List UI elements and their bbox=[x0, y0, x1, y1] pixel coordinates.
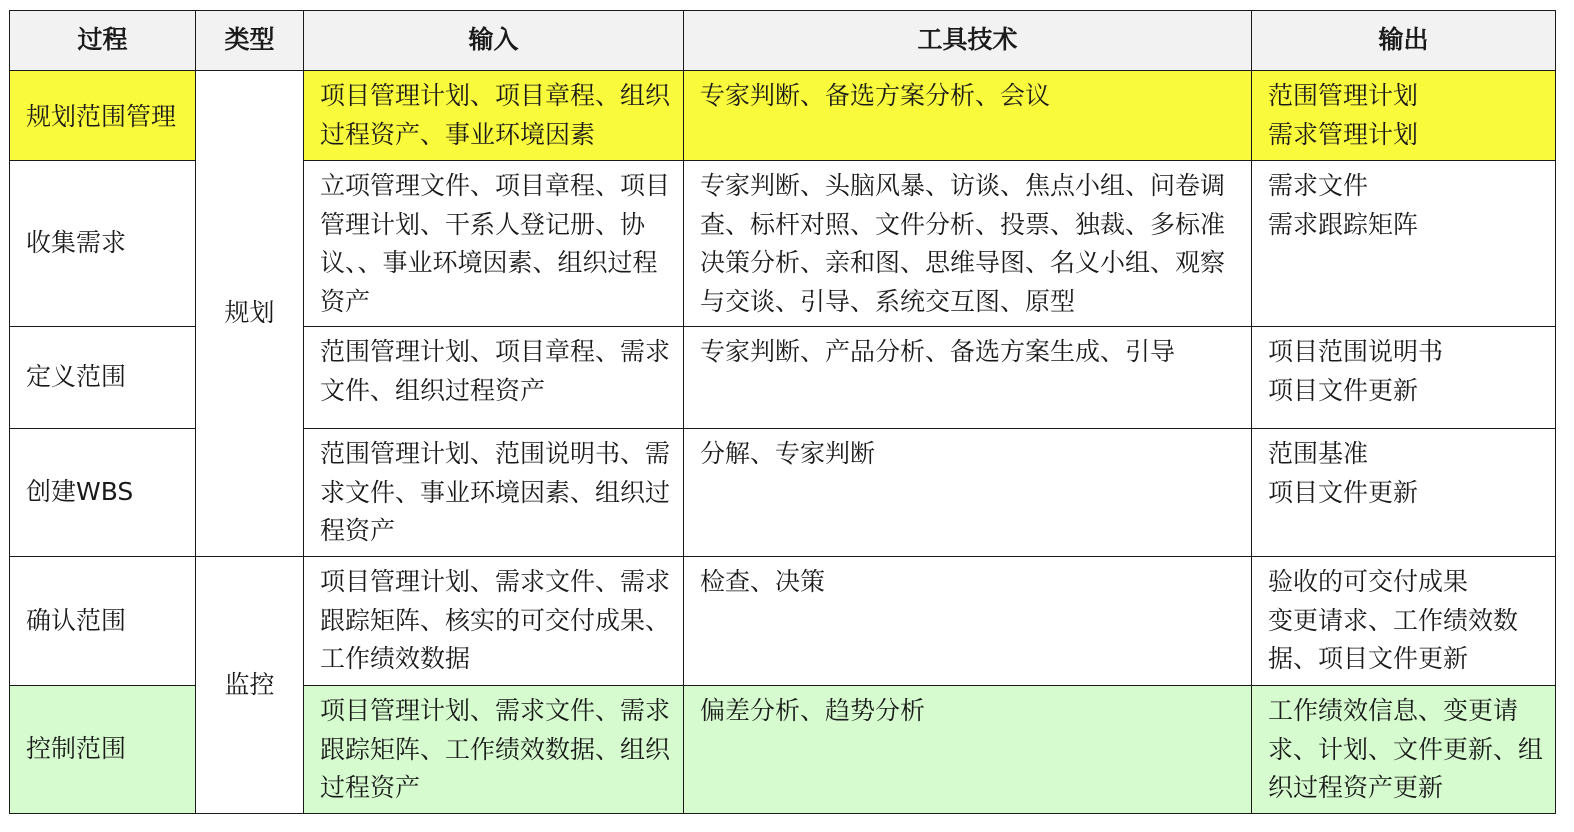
process-cell: 收集需求 bbox=[10, 161, 196, 327]
header-type: 类型 bbox=[196, 11, 304, 71]
type-cell-monitoring: 监控 bbox=[196, 557, 304, 814]
output-item: 范围管理计划 bbox=[1268, 81, 1419, 110]
output-cell bbox=[1252, 161, 1556, 327]
output-item: 需求文件 bbox=[1268, 171, 1369, 200]
output-item: 工作绩效信息、变更请求、计划、文件更新、组织过程资产更新 bbox=[1268, 696, 1544, 802]
output-item: 项目范围说明书 bbox=[1268, 337, 1444, 366]
scope-management-table bbox=[9, 10, 1556, 814]
output-cell bbox=[1252, 71, 1556, 161]
output-item: 范围基准 bbox=[1268, 439, 1369, 468]
tools-cell: 分解、专家判断 bbox=[684, 429, 1252, 557]
process-cell: 规划范围管理 bbox=[10, 71, 196, 161]
process-cell: 定义范围 bbox=[10, 327, 196, 429]
tools-cell: 专家判断、备选方案分析、会议 bbox=[684, 71, 1252, 161]
table-row bbox=[10, 557, 1556, 686]
header-process: 过程 bbox=[10, 11, 196, 71]
input-cell: 范围管理计划、项目章程、需求文件、组织过程资产 bbox=[304, 327, 684, 429]
input-cell: 范围管理计划、范围说明书、需求文件、事业环境因素、组织过程资产 bbox=[304, 429, 684, 557]
type-cell-planning: 规划 bbox=[196, 71, 304, 557]
output-item: 需求管理计划 bbox=[1268, 119, 1419, 149]
output-item: 项目文件更新 bbox=[1268, 375, 1419, 405]
output-item: 需求跟踪矩阵 bbox=[1268, 209, 1419, 239]
table-row bbox=[10, 71, 1556, 161]
process-cell: 控制范围 bbox=[10, 686, 196, 814]
tools-cell: 偏差分析、趋势分析 bbox=[684, 686, 1252, 814]
input-cell: 项目管理计划、需求文件、需求跟踪矩阵、工作绩效数据、组织过程资产 bbox=[304, 686, 684, 814]
header-row bbox=[10, 11, 1556, 71]
header-output: 输出 bbox=[1252, 11, 1556, 71]
process-cell: 创建WBS bbox=[10, 429, 196, 557]
output-item: 变更请求、工作绩效数据、项目文件更新 bbox=[1268, 605, 1519, 673]
output-cell bbox=[1252, 429, 1556, 557]
output-item: 验收的可交付成果 bbox=[1268, 567, 1469, 596]
header-input: 输入 bbox=[304, 11, 684, 71]
tools-cell: 检查、决策 bbox=[684, 557, 1252, 686]
output-item: 项目文件更新 bbox=[1268, 477, 1419, 507]
tools-cell: 专家判断、头脑风暴、访谈、焦点小组、问卷调查、标杆对照、文件分析、投票、独裁、多标准决策分析、亲和图、思维导图、名义小组、观察与交谈、引导、系统交互图、原型 bbox=[684, 161, 1252, 327]
process-table-container bbox=[9, 10, 1556, 814]
input-cell: 立项管理文件、项目章程、项目管理计划、干系人登记册、协议、、事业环境因素、组织过程资产 bbox=[304, 161, 684, 327]
output-cell bbox=[1252, 557, 1556, 686]
process-cell: 确认范围 bbox=[10, 557, 196, 686]
tools-cell: 专家判断、产品分析、备选方案生成、引导 bbox=[684, 327, 1252, 429]
input-cell: 项目管理计划、需求文件、需求跟踪矩阵、核实的可交付成果、工作绩效数据 bbox=[304, 557, 684, 686]
input-cell: 项目管理计划、项目章程、组织过程资产、事业环境因素 bbox=[304, 71, 684, 161]
output-cell bbox=[1252, 686, 1556, 814]
output-cell bbox=[1252, 327, 1556, 429]
header-tools: 工具技术 bbox=[684, 11, 1252, 71]
